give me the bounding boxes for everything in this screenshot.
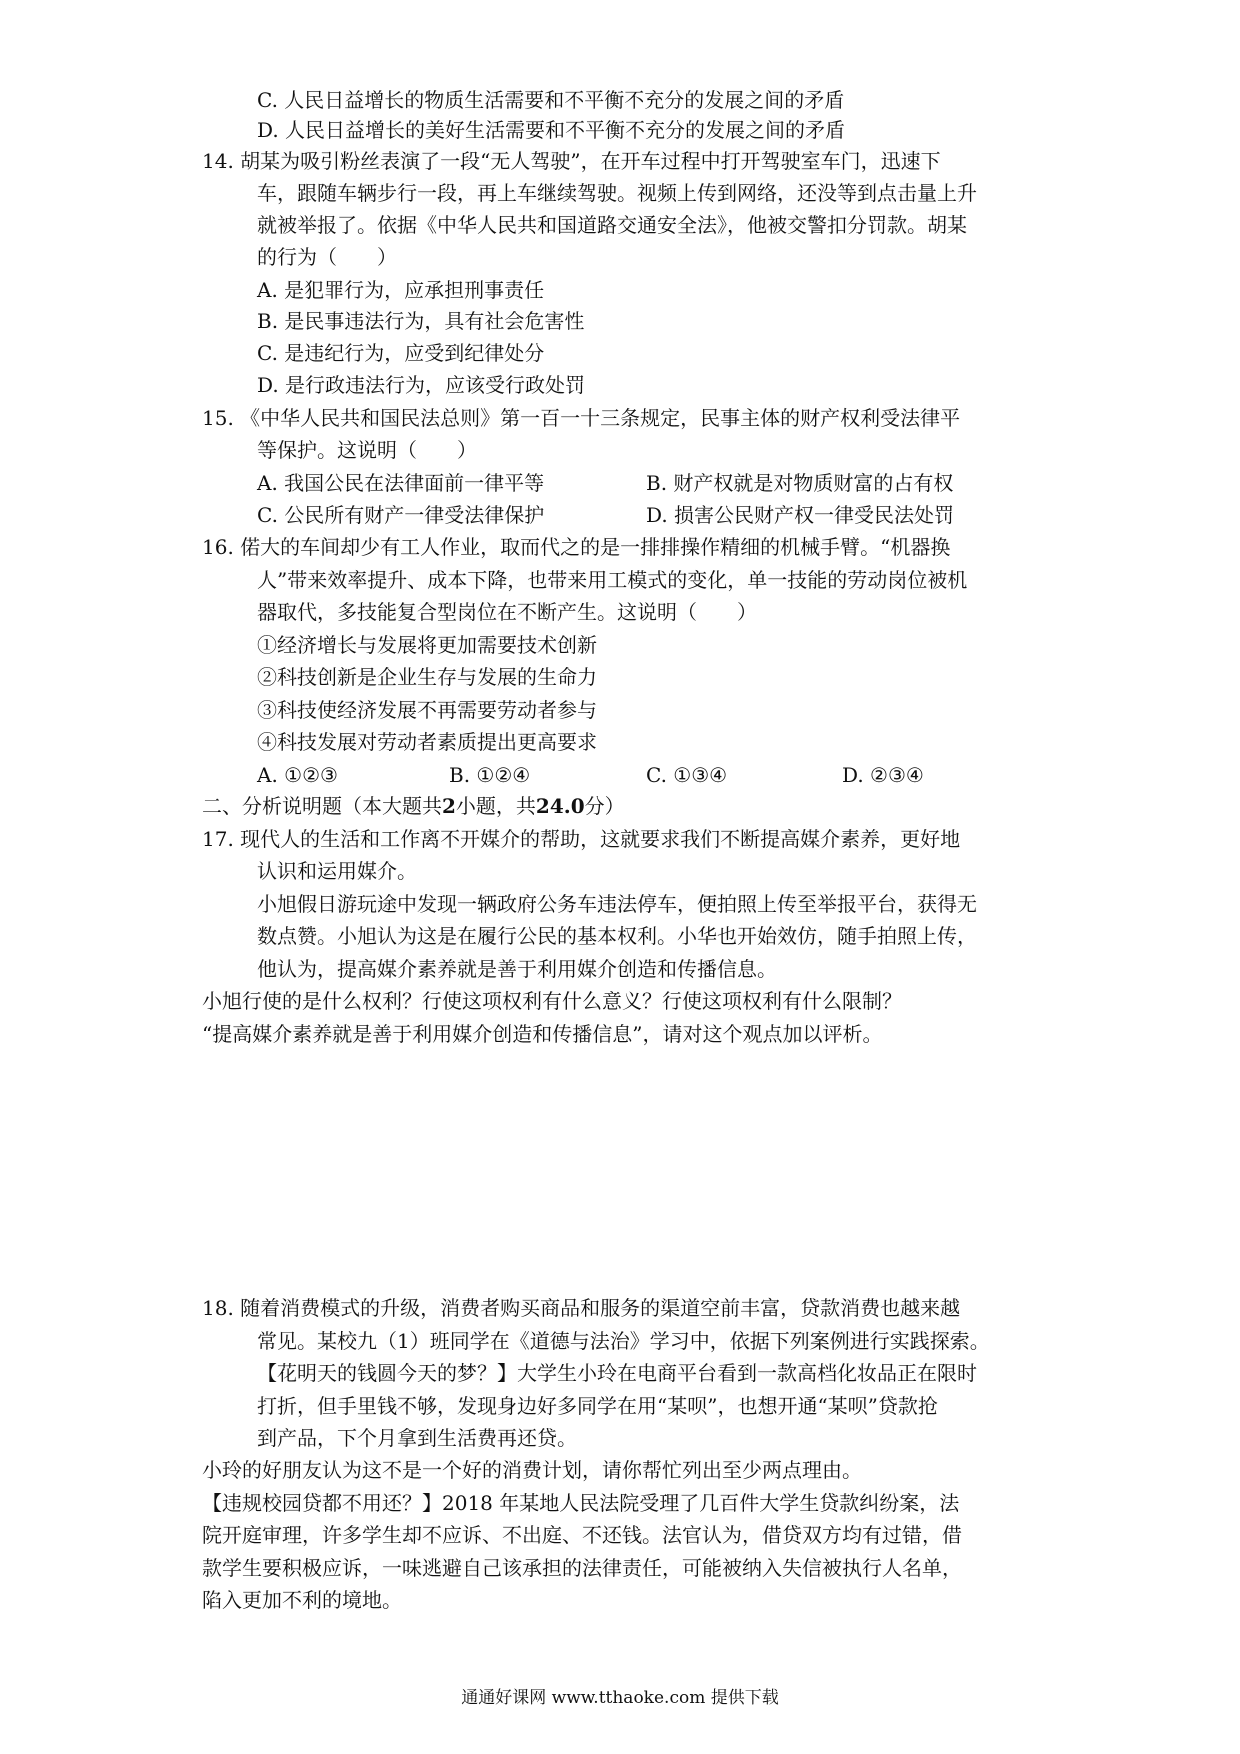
q18-question-1: 小玲的好朋友认为这不是一个好的消费计划，请你帮忙列出至少两点理由。 bbox=[202, 1458, 862, 1482]
q15-stem-line-2: 等保护。这说明（ ） bbox=[257, 438, 477, 462]
q14-option-c: C. 是违纪行为，应受到纪律处分 bbox=[257, 341, 545, 365]
q18-stem-line-2: 常见。某校九（1）班同学在《道德与法治》学习中，依据下列案例进行实践探索。 bbox=[257, 1329, 990, 1353]
q18-stem-line-1: 18. 随着消费模式的升级，消费者购买商品和服务的渠道空前丰富，贷款消费也越来越 bbox=[202, 1296, 961, 1320]
q17-question-1: 小旭行使的是什么权利？行使这项权利有什么意义？行使这项权利有什么限制？ bbox=[202, 989, 902, 1013]
q14-option-b: B. 是民事违法行为，具有社会危害性 bbox=[257, 309, 585, 333]
section-2-score: 24.0 bbox=[535, 794, 585, 818]
section-2-question-count: 2 bbox=[442, 794, 456, 818]
q15-option-b: B. 财产权就是对物质财富的占有权 bbox=[646, 471, 954, 495]
q17-question-2: “提高媒介素养就是善于利用媒介创造和传播信息”，请对这个观点加以评析。 bbox=[202, 1022, 883, 1046]
q18-case-1-line-2: 打折，但手里钱不够，发现身边好多同学在用“某呗”，也想开通“某呗”贷款抢 bbox=[257, 1394, 938, 1418]
page-footer: 通通好课网 www.tthaoke.com 提供下载 bbox=[461, 1688, 779, 1708]
q16-statement-2: ②科技创新是企业生存与发展的生命力 bbox=[257, 665, 597, 689]
q18-case-2-line-2: 院开庭审理，许多学生却不应诉、不出庭、不还钱。法官认为，借贷双方均有过错，借 bbox=[202, 1523, 962, 1547]
q14-stem-line-1: 14. 胡某为吸引粉丝表演了一段“无人驾驶”，在开车过程中打开驾驶室车门，迅速下 bbox=[202, 149, 941, 173]
q16-stem-line-3: 器取代，多技能复合型岗位在不断产生。这说明（ ） bbox=[257, 600, 757, 624]
section-2-suffix: 分） bbox=[584, 794, 625, 818]
q16-option-c: C. ①③④ bbox=[646, 763, 728, 787]
q16-option-d: D. ②③④ bbox=[842, 763, 924, 787]
q14-stem-line-3: 就被举报了。依据《中华人民共和国道路交通安全法》，他被交警扣分罚款。胡某 bbox=[257, 213, 967, 237]
q18-case-2-line-3: 款学生要积极应诉，一味逃避自己该承担的法律责任，可能被纳入失信被执行人名单， bbox=[202, 1556, 962, 1580]
q17-stem-line-1: 17. 现代人的生活和工作离不开媒介的帮助，这就要求我们不断提高媒介素养，更好地 bbox=[202, 827, 961, 851]
q18-case-1-line-1: 【花明天的钱圆今天的梦？】大学生小玲在电商平台看到一款高档化妆品正在限时 bbox=[257, 1361, 977, 1385]
q15-option-a: A. 我国公民在法律面前一律平等 bbox=[257, 471, 545, 495]
q15-option-c: C. 公民所有财产一律受法律保护 bbox=[257, 503, 545, 527]
q17-stem-line-2: 认识和运用媒介。 bbox=[257, 859, 417, 883]
q17-material-line-2: 数点赞。小旭认为这是在履行公民的基本权利。小华也开始效仿，随手拍照上传， bbox=[257, 924, 977, 948]
q16-statement-3: ③科技使经济发展不再需要劳动者参与 bbox=[257, 698, 597, 722]
q18-case-1-line-3: 到产品，下个月拿到生活费再还贷。 bbox=[257, 1426, 577, 1450]
q17-material-line-3: 他认为，提高媒介素养就是善于利用媒介创造和传播信息。 bbox=[257, 957, 777, 981]
section-2-heading bbox=[202, 792, 625, 820]
q13-option-c: C. 人民日益增长的物质生活需要和不平衡不充分的发展之间的矛盾 bbox=[257, 88, 845, 112]
q14-stem-line-2: 车，跟随车辆步行一段，再上车继续驾驶。视频上传到网络，还没等到点击量上升 bbox=[257, 181, 977, 205]
q16-statement-1: ①经济增长与发展将更加需要技术创新 bbox=[257, 633, 597, 657]
q13-option-d: D. 人民日益增长的美好生活需要和不平衡不充分的发展之间的矛盾 bbox=[257, 118, 846, 142]
q14-option-a: A. 是犯罪行为，应承担刑事责任 bbox=[257, 278, 545, 302]
q18-case-2-line-4: 陷入更加不利的境地。 bbox=[202, 1588, 402, 1612]
q16-option-a: A. ①②③ bbox=[257, 763, 338, 787]
q16-option-b: B. ①②④ bbox=[449, 763, 531, 787]
q18-case-2-line-1: 【违规校园贷都不用还？】2018 年某地人民法院受理了几百件大学生贷款纠纷案，法 bbox=[202, 1491, 960, 1515]
q14-option-d: D. 是行政违法行为，应该受行政处罚 bbox=[257, 373, 586, 397]
q16-stem-line-2: 人”带来效率提升、成本下降，也带来用工模式的变化，单一技能的劳动岗位被机 bbox=[257, 568, 968, 592]
q17-material-line-1: 小旭假日游玩途中发现一辆政府公务车违法停车，便拍照上传至举报平台，获得无 bbox=[257, 892, 977, 916]
q15-option-d: D. 损害公民财产权一律受民法处罚 bbox=[646, 503, 955, 527]
section-2-mid: 小题，共 bbox=[455, 794, 536, 818]
q16-stem-line-1: 16. 偌大的车间却少有工人作业，取而代之的是一排排操作精细的机械手臂。“机器换 bbox=[202, 535, 951, 559]
q15-stem-line-1: 15. 《中华人民共和国民法总则》第一百一十三条规定，民事主体的财产权利受法律平 bbox=[202, 406, 961, 430]
section-2-prefix: 二、分析说明题（本大题共 bbox=[202, 794, 442, 818]
q14-stem-line-4: 的行为（ ） bbox=[257, 245, 397, 269]
q16-statement-4: ④科技发展对劳动者素质提出更高要求 bbox=[257, 730, 597, 754]
